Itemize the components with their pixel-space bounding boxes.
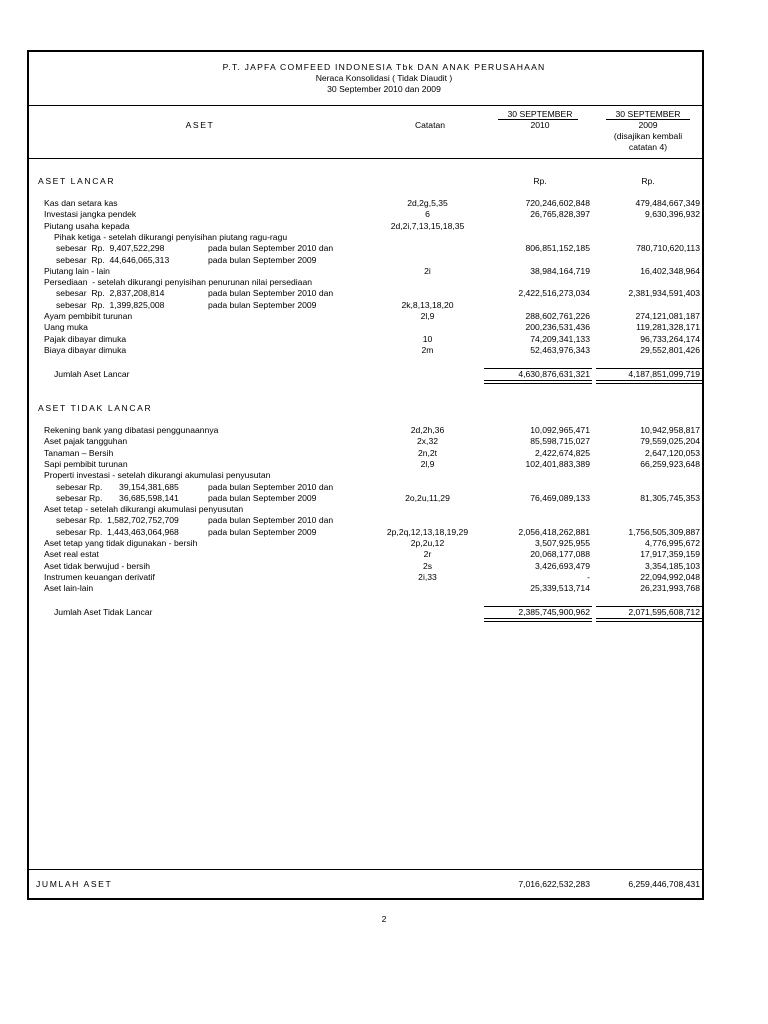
line-item-label: Aset pajak tangguhan	[44, 436, 128, 447]
currency-2010: Rp.	[533, 176, 547, 186]
line-item-period: pada bulan September 2009	[208, 254, 317, 265]
line-item-label: Pajak dibayar dimuka	[44, 333, 127, 344]
line-item-value-2010: 3,426,693,479	[535, 560, 590, 571]
col2009-header-line2: 2009	[638, 120, 658, 130]
line-item-value-2009: 9,630,396,932	[645, 209, 700, 220]
line-item-label: sebesar Rp. 1,443,463,064,968	[56, 526, 179, 537]
statement-date: 30 September 2010 dan 2009	[327, 84, 441, 94]
line-item-period: pada bulan September 2010 dan	[208, 515, 334, 526]
line-item-label: sebesar Rp. 9,407,522,298	[56, 243, 165, 254]
line-item-label: Pihak ketiga - setelah dikurangi penyisihan piutang ragu-ragu	[54, 231, 288, 242]
line-item-value-2009: 119,281,328,171	[636, 322, 700, 333]
total-double-rule-2010	[484, 380, 592, 384]
line-item-value-2010: 20,068,177,088	[530, 549, 590, 560]
line-item-label: Uang muka	[44, 322, 88, 333]
line-item-label: Aset tidak berwujud - bersih	[44, 560, 151, 571]
line-item-label: Instrumen keuangan derivatif	[44, 571, 155, 582]
line-item-value-2010: 38,984,164,719	[530, 265, 590, 276]
col2009-header-line1: 30 SEPTEMBER	[615, 109, 681, 119]
line-item-label: sebesar Rp. 1,399,825,008	[56, 299, 165, 310]
line-item-value-2010: 10,092,965,471	[530, 425, 590, 435]
line-item-value-2010: 200,236,531,436	[525, 322, 590, 333]
line-item-period: pada bulan September 2010 dan	[208, 288, 334, 299]
jumlah-aset-tidak-lancar-2009: 2,071,595,608,712	[628, 607, 700, 617]
line-item-value-2010: 26,765,828,397	[530, 209, 590, 220]
line-item-value-2009: 22,094,992,048	[640, 571, 700, 582]
line-item-label: Aset tetap yang tidak digunakan - bersih	[44, 538, 198, 548]
jumlah-aset-2010: 7,016,622,532,283	[518, 879, 590, 889]
line-item-value-2010: 3,507,925,955	[535, 538, 590, 548]
line-item-value-2009: 26,231,993,768	[640, 583, 700, 594]
line-item-note: 2x,32	[416, 436, 439, 447]
col2009-header-line3: (disajikan kembali	[613, 131, 683, 141]
line-item-label: Persediaan - setelah dikurangi penyisihan penurunan nilai persediaan	[44, 277, 313, 288]
line-item-note: 2d,2i,7,13,15,18,35	[390, 220, 465, 231]
line-item-label: sebesar Rp. 36,685,598,141	[56, 492, 179, 503]
jumlah-aset-lancar-2009: 4,187,851,099,719	[628, 369, 700, 379]
line-item-label: Biaya dibayar dimuka	[44, 344, 127, 355]
line-item-note: 2l,9	[420, 311, 435, 321]
line-item-note: 2p,2q,12,13,18,19,29	[386, 526, 469, 537]
line-item-label: sebesar Rp. 2,837,208,814	[56, 288, 165, 299]
line-item-note: 2d,2g,5,35	[407, 198, 448, 208]
line-item-label: Piutang lain - lain	[44, 265, 110, 276]
line-item-value-2010: 2,056,418,262,881	[518, 526, 590, 537]
line-item-period: pada bulan September 2010 dan	[208, 243, 334, 254]
line-item-value-2009: 96,733,264,174	[640, 333, 700, 344]
line-item-period: pada bulan September 2009	[208, 492, 317, 503]
line-item-value-2009: 16,402,348,964	[640, 265, 700, 276]
line-item-value-2010: 288,602,761,226	[525, 311, 590, 321]
line-item-period: pada bulan September 2009	[208, 299, 317, 310]
jumlah-aset-lancar-label: Jumlah Aset Lancar	[54, 369, 130, 379]
line-item-note: 2l,9	[420, 458, 435, 469]
total-divider	[27, 869, 704, 870]
line-item-value-2009: 79,559,025,204	[640, 436, 700, 447]
line-item-note: 2k,8,13,18,20	[401, 299, 454, 310]
column-header-divider	[27, 158, 704, 159]
line-item-value-2010: 102,401,883,389	[525, 458, 590, 469]
jumlah-aset-lancar-2010: 4,630,876,631,321	[518, 369, 590, 379]
aset-column-header: ASET	[185, 120, 215, 130]
line-item-label: Properti investasi - setelah dikurangi akumulasi penyusutan	[44, 470, 271, 481]
line-item-label: sebesar Rp. 1,582,702,752,709	[56, 515, 179, 526]
line-item-label: Aset real estat	[44, 549, 99, 560]
line-item-note: 2s	[422, 560, 433, 571]
line-item-value-2010: 720,246,602,848	[525, 198, 590, 208]
line-item-value-2009: 17,917,359,159	[640, 549, 700, 560]
line-item-value-2010: 806,851,152,185	[525, 243, 590, 254]
col2010-header-line1: 30 SEPTEMBER	[507, 109, 573, 119]
line-item-value-2010: 76,469,089,133	[530, 492, 590, 503]
line-item-value-2009: 81,305,745,353	[640, 492, 700, 503]
line-item-value-2010: 52,463,976,343	[530, 344, 590, 355]
line-item-value-2010: 74,209,341,133	[530, 333, 590, 344]
total-double-rule-2009	[596, 380, 704, 384]
jumlah-aset-2009: 6,259,446,708,431	[628, 879, 700, 889]
total-double-rule-2009-b	[596, 618, 704, 622]
col2009-header-line4: catatan 4)	[628, 142, 668, 152]
line-item-value-2010: 25,339,513,714	[530, 583, 590, 594]
company-name: P.T. JAPFA COMFEED INDONESIA Tbk DAN ANAK PERUSAHAAN	[222, 62, 546, 72]
line-item-label: Piutang usaha kepada	[44, 220, 130, 231]
jumlah-aset-tidak-lancar-2010: 2,385,745,900,962	[518, 607, 590, 617]
statement-title: Neraca Konsolidasi ( Tidak Diaudit )	[315, 73, 453, 83]
line-item-label: Sapi pembibit turunan	[44, 458, 128, 469]
line-item-value-2010: -	[587, 571, 590, 582]
line-item-value-2009: 1,756,505,309,887	[628, 526, 700, 537]
line-item-period: pada bulan September 2010 dan	[208, 481, 334, 492]
line-item-note: 6	[425, 209, 430, 220]
line-item-value-2009: 10,942,958,817	[640, 425, 700, 435]
line-item-note: 2n,2t	[417, 447, 438, 458]
line-item-value-2009: 66,259,923,648	[640, 458, 700, 469]
line-item-note: 10	[422, 333, 433, 344]
currency-2009: Rp.	[641, 176, 655, 186]
line-item-period: pada bulan September 2009	[208, 526, 317, 537]
line-item-note: 2i,33	[418, 571, 437, 582]
line-item-value-2009: 780,710,620,113	[636, 243, 700, 254]
line-item-value-2009: 29,552,801,426	[640, 344, 700, 355]
line-item-value-2009: 479,484,667,349	[635, 198, 700, 208]
jumlah-aset-label: JUMLAH ASET	[36, 879, 113, 889]
line-item-note: 2o,2u,11,29	[405, 492, 450, 503]
line-item-label: Kas dan setara kas	[44, 198, 118, 208]
line-item-value-2010: 2,422,516,273,034	[518, 288, 590, 299]
line-item-value-2010: 85,598,715,027	[530, 436, 590, 447]
line-item-value-2009: 3,354,185,103	[645, 560, 700, 571]
line-item-label: sebesar Rp. 39,154,381,685	[56, 481, 179, 492]
total-double-rule-2010-b	[484, 618, 592, 622]
aset-lancar-heading: ASET LANCAR	[38, 176, 116, 186]
line-item-label: Investasi jangka pendek	[44, 209, 137, 220]
line-item-label: Rekening bank yang dibatasi penggunaannya	[44, 425, 219, 435]
line-item-value-2009: 274,121,081,187	[635, 311, 700, 321]
line-item-value-2009: 2,381,934,591,403	[628, 288, 700, 299]
jumlah-aset-tidak-lancar-label: Jumlah Aset Tidak Lancar	[54, 607, 153, 617]
header-divider	[27, 105, 704, 106]
line-item-label: Aset lain-lain	[44, 583, 94, 594]
line-item-label: sebesar Rp. 44,646,065,313	[56, 254, 170, 265]
line-item-note: 2m	[421, 344, 434, 355]
catatan-column-header: Catatan	[414, 120, 446, 130]
line-item-note: 2p,2u,12	[410, 538, 445, 548]
line-item-value-2009: 2,647,120,053	[645, 447, 700, 458]
line-item-label: Ayam pembibit turunan	[44, 311, 133, 321]
line-item-value-2009: 4,776,995,672	[645, 538, 700, 548]
aset-tidak-lancar-heading: ASET TIDAK LANCAR	[38, 403, 153, 413]
page-number: 2	[381, 914, 387, 924]
line-item-label: Tanaman – Bersih	[44, 447, 114, 458]
col2010-header-line2: 2010	[530, 120, 550, 130]
line-item-note: 2r	[423, 549, 432, 560]
line-item-value-2010: 2,422,674,825	[535, 447, 590, 458]
line-item-note: 2d,2h,36	[410, 425, 445, 435]
line-item-note: 2i	[424, 265, 431, 276]
line-item-label: Aset tetap - setelah dikurangi akumulasi penyusutan	[44, 504, 244, 515]
